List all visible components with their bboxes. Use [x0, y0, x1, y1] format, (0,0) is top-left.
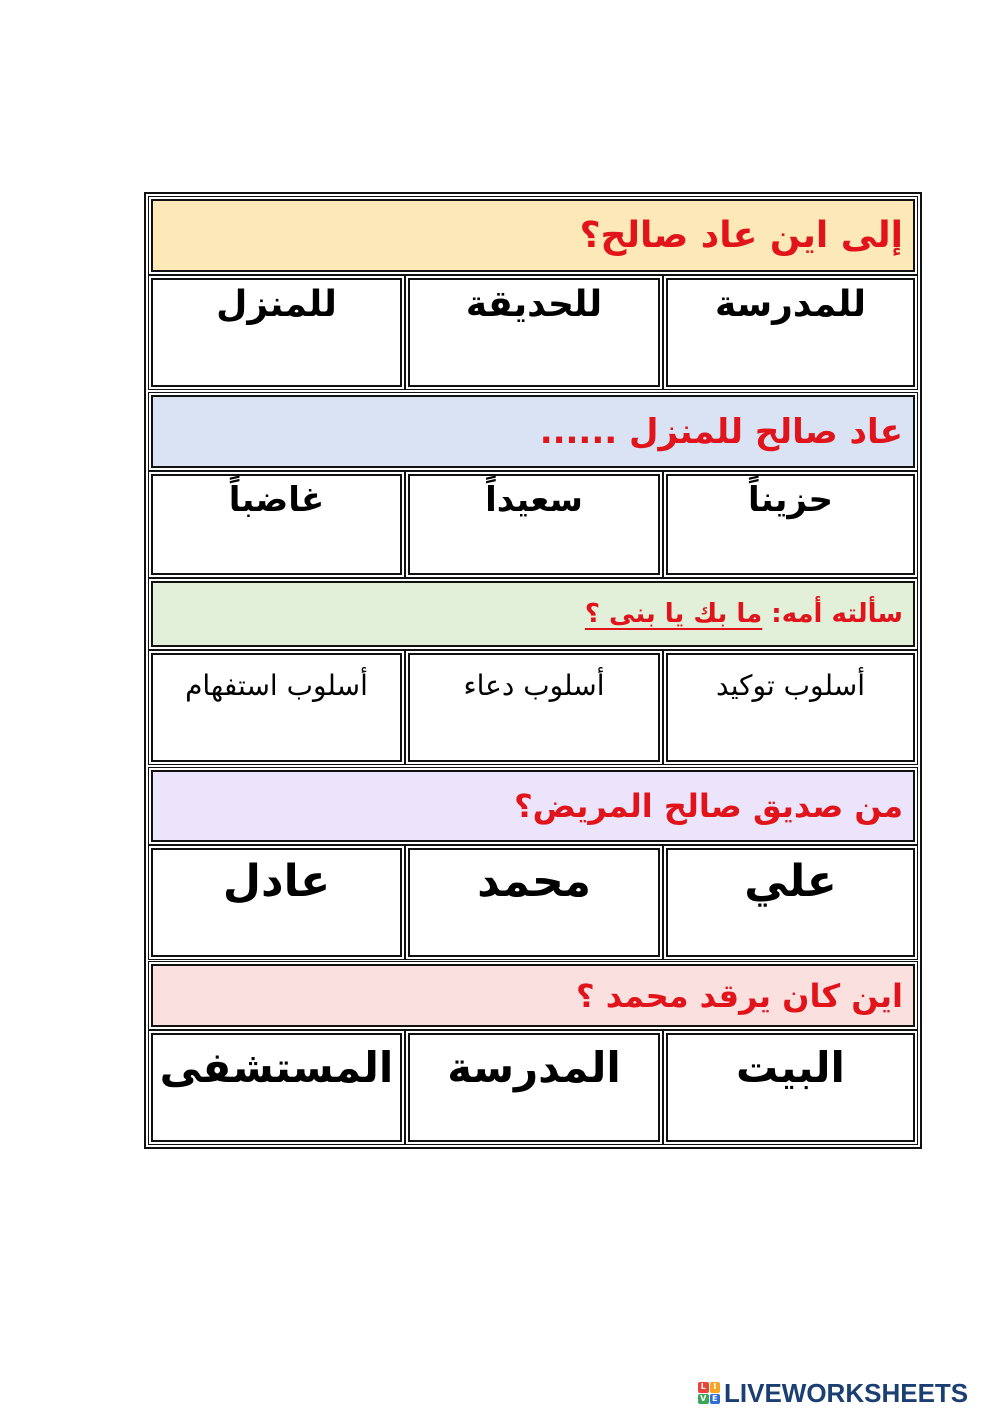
- q5-option-3[interactable]: [151, 1033, 402, 1142]
- question-2: [151, 395, 915, 468]
- q2-option-1-label: حزيناً: [747, 480, 834, 520]
- q5-option-1-label: البيت: [736, 1043, 845, 1092]
- q1-option-1[interactable]: [666, 278, 915, 387]
- worksheet-table: [144, 192, 922, 1149]
- q3-option-1-label: أسلوب توكيد: [716, 669, 865, 702]
- question-3-quote: ما بك يا بنى ؟: [584, 599, 763, 629]
- question-3: [151, 581, 915, 647]
- q2-option-1[interactable]: [666, 474, 915, 575]
- logo-mark-icon: L I V E: [698, 1382, 720, 1404]
- q4-option-2-label: محمد: [477, 856, 591, 907]
- q4-option-1-label: علي: [744, 856, 837, 907]
- question-5: [151, 964, 915, 1027]
- q2-option-3[interactable]: [151, 474, 402, 575]
- q2-option-2[interactable]: [408, 474, 660, 575]
- q3-option-2[interactable]: [408, 653, 660, 762]
- q1-option-2-label: للحديقة: [465, 284, 603, 325]
- q4-option-3-label: عادل: [222, 856, 331, 907]
- q1-option-3-label: للمنزل: [216, 284, 337, 325]
- question-4: [151, 770, 915, 842]
- question-2-text: عاد صالح للمنزل ......: [539, 411, 903, 452]
- q5-option-1[interactable]: [666, 1033, 915, 1142]
- q3-option-2-label: أسلوب دعاء: [463, 669, 605, 702]
- q3-option-3[interactable]: [151, 653, 402, 762]
- q5-option-2-label: المدرسة: [447, 1043, 621, 1092]
- q2-option-2-label: سعيداً: [485, 480, 583, 520]
- q1-option-3[interactable]: [151, 278, 402, 387]
- logo-text: LIVEWORKSHEETS: [724, 1377, 969, 1408]
- q4-option-3[interactable]: [151, 848, 402, 957]
- question-1-text: إلى اين عاد صالح؟: [579, 215, 903, 256]
- q1-option-1-label: للمدرسة: [714, 284, 867, 325]
- q3-option-3-label: أسلوب استفهام: [185, 669, 368, 702]
- question-3-prefix: سألته أمه:: [771, 599, 903, 629]
- question-5-text: اين كان يرقد محمد ؟: [575, 976, 903, 1015]
- q1-option-2[interactable]: [408, 278, 660, 387]
- q2-option-3-label: غاضباً: [228, 480, 325, 520]
- q5-option-3-label: المستشفى: [159, 1043, 394, 1092]
- liveworksheets-logo[interactable]: [698, 1378, 968, 1408]
- q4-option-1[interactable]: [666, 848, 915, 957]
- q5-option-2[interactable]: [408, 1033, 660, 1142]
- q3-option-1[interactable]: [666, 653, 915, 762]
- question-1: [151, 199, 915, 272]
- q4-option-2[interactable]: [408, 848, 660, 957]
- question-4-text: من صديق صالح المريض؟: [514, 787, 903, 825]
